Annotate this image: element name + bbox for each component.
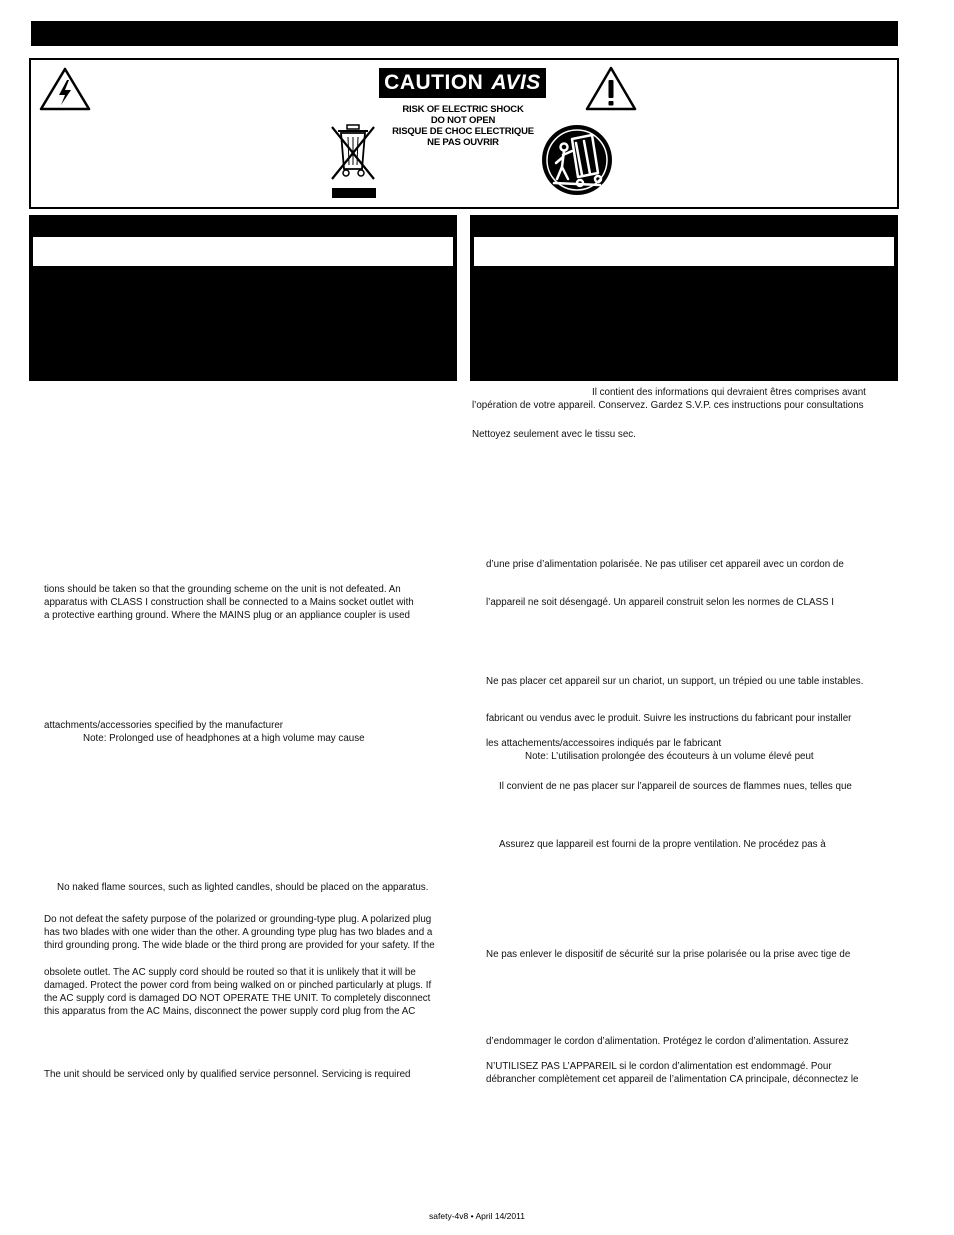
english-line: has two blades with one wider than the other. A grounding type plug has two blades and a xyxy=(44,927,433,938)
english-line: The unit should be serviced only by qualified service personnel. Servicing is required xyxy=(44,1069,411,1080)
french-line: les attachements/accessoires indiqués par le fabricant xyxy=(486,738,722,749)
english-line: damaged. Protect the power cord from being walked on or pinched particularly at plugs. If xyxy=(44,980,432,991)
header-bar xyxy=(31,21,898,46)
french-line: d’une prise d’alimentation polarisée. Ne pas utiliser cet appareil avec un cordon de xyxy=(486,559,844,570)
caution-label xyxy=(379,68,546,98)
french-heading-panel xyxy=(470,215,898,381)
english-line: obsolete outlet. The AC supply cord should be routed so that it is unlikely that it will be xyxy=(44,967,416,978)
french-line: N’UTILISEZ PAS L’APPAREIL si le cordon d’alimentation est endommagé. Pour xyxy=(486,1061,832,1072)
english-heading-bar xyxy=(33,237,453,266)
english-line: Do not defeat the safety purpose of the polarized or grounding-type plug. A polarized plug xyxy=(44,914,432,925)
exclamation-warning-icon xyxy=(584,65,638,113)
english-line: tions should be taken so that the grounding scheme on the unit is not defeated. An xyxy=(44,584,401,595)
french-line: Il convient de ne pas placer sur l’appareil de sources de flammes nues, telles que xyxy=(499,781,852,792)
french-line: Nettoyez seulement avec le tissu sec. xyxy=(472,429,636,440)
french-line: Ne pas enlever le dispositif de sécurité sur la prise polarisée ou la prise avec tige de xyxy=(486,949,851,960)
french-line: Il contient des informations qui devraient êtres comprises avant xyxy=(592,387,866,398)
french-heading-bar xyxy=(474,237,894,266)
french-line: débrancher complètement cet appareil de l’alimentation CA principale, déconnectez le xyxy=(486,1074,859,1085)
french-line: l’opération de votre appareil. Conservez. Gardez S.V.P. ces instructions pour consultations xyxy=(472,400,864,411)
weee-bin-icon xyxy=(328,123,378,199)
caution-word: CAUTION xyxy=(384,71,484,94)
english-line: No naked flame sources, such as lighted candles, should be placed on the apparatus. xyxy=(57,882,429,893)
french-line: d’endommager le cordon d’alimentation. Protégez le cordon d’alimentation. Assurez xyxy=(486,1036,849,1047)
french-line: Note: L’utilisation prolongée des écouteurs à un volume élevé peut xyxy=(525,751,814,762)
risk-warning-text: RISK OF ELECTRIC SHOCK DO NOT OPEN RISQUE DE CHOC ELECTRIQUE NE PAS OUVRIR xyxy=(392,104,534,148)
english-line: apparatus with CLASS I construction shall be connected to a Mains socket outlet with xyxy=(44,597,414,608)
english-line: a protective earthing ground. Where the MAINS plug or an appliance coupler is used xyxy=(44,610,410,621)
english-line: third grounding prong. The wide blade or the third prong are provided for your safety. If the xyxy=(44,940,435,951)
cart-tip-over-icon xyxy=(540,123,614,197)
english-line: attachments/accessories specified by the manufacturer xyxy=(44,720,284,731)
french-line: Ne pas placer cet appareil sur un chariot, un support, un trépied ou une table instables. xyxy=(486,676,864,687)
page-footer: safety-4v8 • April 14/2011 xyxy=(429,1211,525,1221)
english-line: Note: Prolonged use of headphones at a high volume may cause xyxy=(83,733,365,744)
avis-word: AVIS xyxy=(491,71,541,94)
french-line: fabricant ou vendus avec le produit. Suivre les instructions du fabricant pour installer xyxy=(486,713,852,724)
english-line: this apparatus from the AC Mains, disconnect the power supply cord plug from the AC xyxy=(44,1006,416,1017)
english-heading-panel xyxy=(29,215,457,381)
french-line: Assurez que lappareil est fourni de la propre ventilation. Ne procédez pas à xyxy=(499,839,826,850)
english-line: the AC supply cord is damaged DO NOT OPERATE THE UNIT. To completely disconnect xyxy=(44,993,431,1004)
french-line: l’appareil ne soit désengagé. Un appareil construit selon les normes de CLASS I xyxy=(486,597,834,608)
electric-shock-warning-icon xyxy=(38,66,92,112)
